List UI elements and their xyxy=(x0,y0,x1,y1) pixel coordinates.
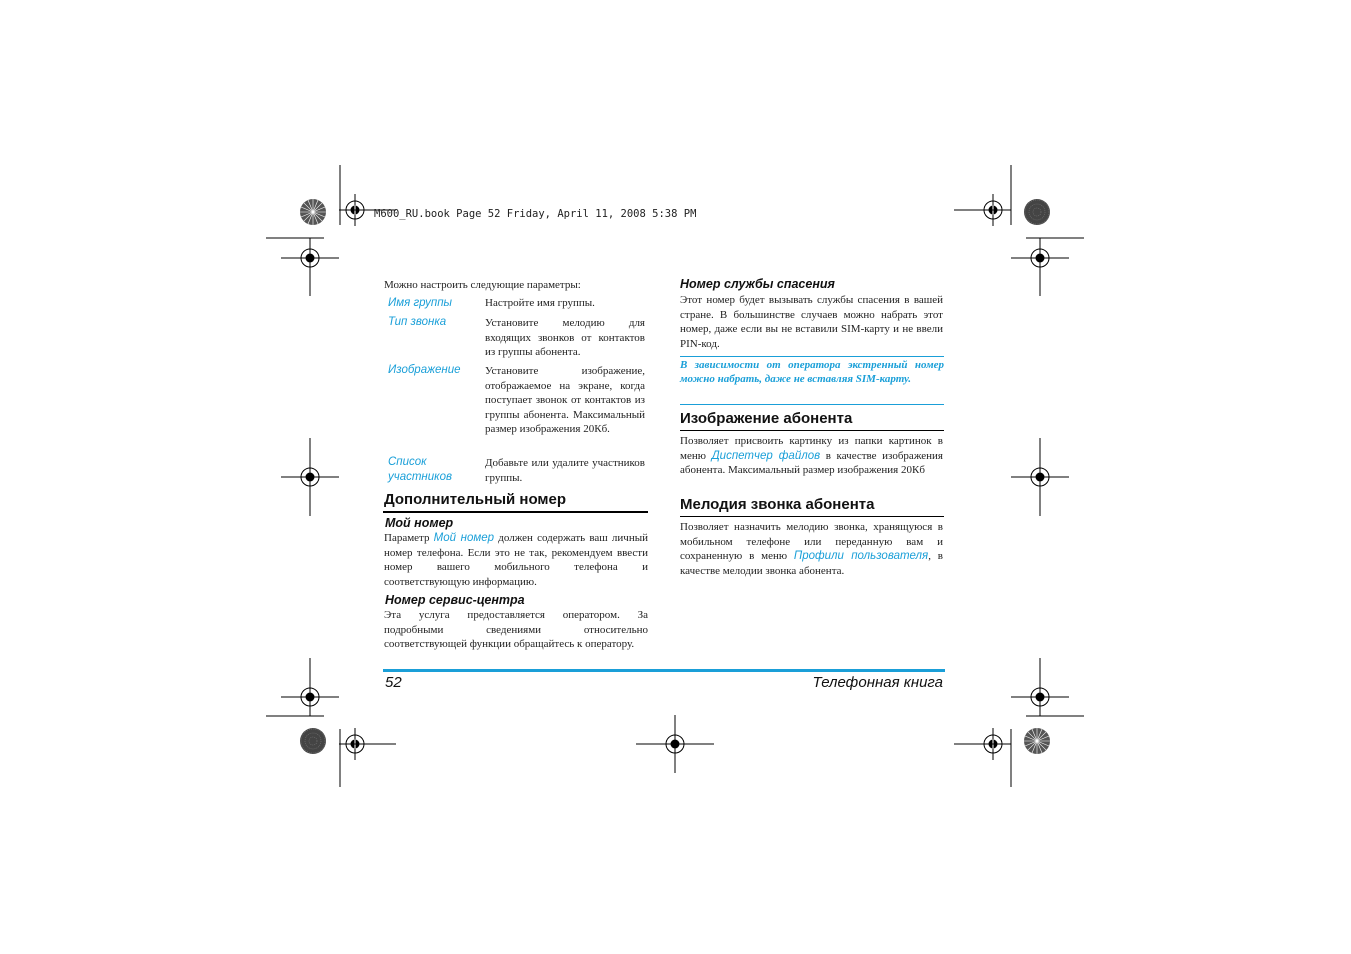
param-label-group-name: Имя группы xyxy=(388,297,453,309)
note-bottom-rule xyxy=(680,404,944,405)
footer-bar xyxy=(383,669,945,672)
subsection-title-my-number: Мой номер xyxy=(385,516,454,530)
caller-melody-paragraph: Позволяет назначить мелодию звонка, хранящуюся в мобильном телефоне или переданную вам и сохраненную в меню Профили пользователя, в качестве мелодии звонка абонента. xyxy=(680,521,943,577)
section-rule xyxy=(383,511,648,513)
section-title-caller-image: Изображение абонента xyxy=(680,410,853,427)
intro-text: Можно настроить следующие параметры: xyxy=(384,279,581,291)
param-label-ring-type: Тип звонка xyxy=(388,316,447,328)
param-desc-image: Установите изображение, отображаемое на экране, когда поступает звонок от контактов из группы абонента. Максимальный размер изображения 20Кб. xyxy=(485,365,645,435)
note-top-rule xyxy=(680,356,944,357)
emergency-note: В зависимости от оператора экстренный номер можно набрать, даже не вставляя SIM-карту. xyxy=(680,359,944,385)
section-rule xyxy=(680,430,944,431)
chapter-title: Телефонная книга xyxy=(812,674,943,691)
my-number-paragraph: Параметр Мой номер должен содержать ваш личный номер телефона. Если это не так, рекомендуем ввести номер вашего мобильного телефона и соответствующую информацию. xyxy=(384,532,648,588)
file-info-header: M600_RU.book Page 52 Friday, April 11, 2008 5:38 PM xyxy=(374,208,697,220)
section-title-additional-number: Дополнительный номер xyxy=(384,491,567,508)
param-label-image: Изображение xyxy=(388,364,461,376)
param-desc-members: Добавьте или удалите участников группы. xyxy=(485,457,645,484)
section-title-caller-melody: Мелодия звонка абонента xyxy=(680,496,875,513)
subsection-title-service-center: Номер сервис-центра xyxy=(385,593,525,607)
my-number-link: Мой номер xyxy=(433,532,495,544)
file-manager-link: Диспетчер файлов xyxy=(711,449,821,462)
emergency-paragraph: Этот номер будет вызывать службы спасения в вашей стране. В большинстве случаев можно набрать этот номер, даже если вы не вставили SIM-карту и не ввели PIN-код. xyxy=(680,294,943,350)
subsection-title-emergency: Номер службы спасения xyxy=(680,277,835,291)
service-center-paragraph: Эта услуга предоставляется оператором. За подробными сведениями относительно соответствующей функции обращайтесь к оператору. xyxy=(384,609,648,650)
param-label-members: Список участников xyxy=(388,456,452,483)
param-desc-group-name: Настройте имя группы. xyxy=(485,297,595,309)
param-desc-ring-type: Установите мелодию для входящих звонков от контактов из группы абонента. xyxy=(485,317,645,358)
user-profiles-link: Профили пользователя xyxy=(793,550,929,562)
section-rule xyxy=(680,516,944,517)
caller-image-paragraph: Позволяет присвоить картинку из папки картинок в меню Диспетчер файлов в качестве изображения абонента. Максимальный размер изображения 20Кб xyxy=(680,435,943,476)
page-number: 52 xyxy=(385,674,402,691)
